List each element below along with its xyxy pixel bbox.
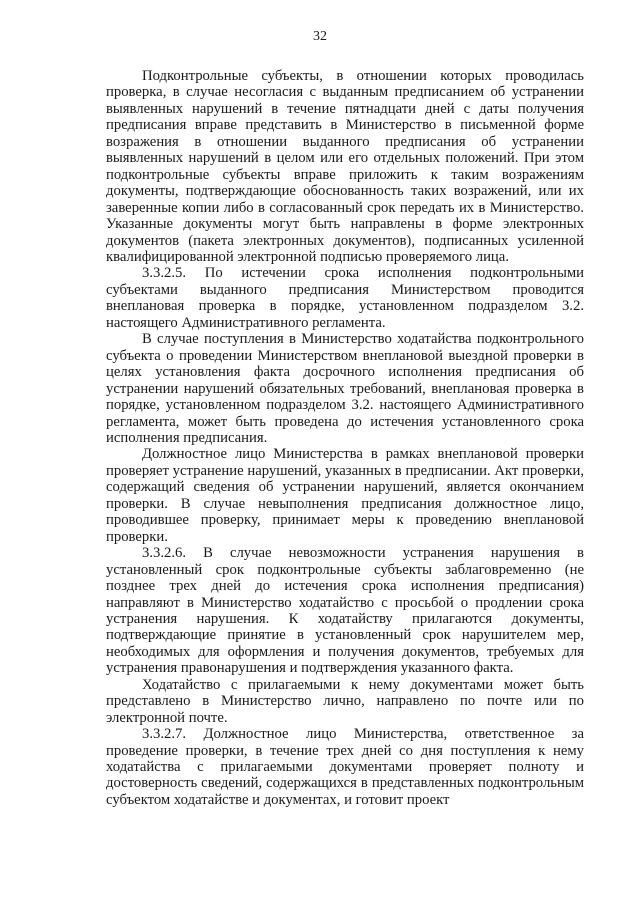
paragraph-submission-methods: Ходатайство с прилагаемыми к нему документами может быть представлено в Министерство лично, направлено по почте или по электронной почте. xyxy=(106,676,584,726)
paragraph-official-checks: Должностное лицо Министерства в рамках внеплановой проверки проверяет устранение нарушений, указанных в предписании. Акт проверки, содержащий сведения об устранении нарушений, является окончанием проверки. В случае невыполнения предписания должностное лицо, проводившее проверку, принимает меры к проведению внеплановой проверки. xyxy=(106,446,584,545)
paragraph-3-3-2-5: 3.3.2.5. По истечении срока исполнения подконтрольными субъектами выданного предписания Министерством проводится внеплановая проверка в порядке, установленном подразделом 3.2. настоящего Административного регламента. xyxy=(106,265,584,331)
paragraph-3-3-2-7: 3.3.2.7. Должностное лицо Министерства, ответственное за проведение проверки, в течение трех дней со дня поступления к нему ходатайства с прилагаемыми документами проверяет полноту и достоверность сведений, содержащихся в представленных подконтрольным субъектом ходатайстве и документах, и готовит проект xyxy=(106,726,584,808)
paragraph-early-compliance: В случае поступления в Министерство ходатайства подконтрольного субъекта о проведении Министерством внеплановой выездной проверки в целях установления факта досрочного исполнения предписания об устранении нарушений обязательных требований, внеплановая проверка в порядке, установленном подразделом 3.2. настоящего Административного регламента, может быть проведена до истечения установленного срока исполнения предписания. xyxy=(106,331,584,446)
document-body xyxy=(106,68,584,808)
paragraph-3-3-2-6: 3.3.2.6. В случае невозможности устранения нарушения в установленный срок подконтрольные субъекты заблаговременно (не позднее трех дней до истечения срока исполнения предписания) направляют в Министерство ходатайство с просьбой о продлении срока устранения нарушения. К ходатайству прилагаются документы, подтверждающие принятие в установленный срок нарушителем мер, необходимых для оформления и получения документов, требуемых для устранения правонарушения и подтверждения указанного факта. xyxy=(106,545,584,677)
page-number: 32 xyxy=(313,29,327,44)
paragraph-objections: Подконтрольные субъекты, в отношении которых проводилась проверка, в случае несогласия с выданным предписанием об устранении выявленных нарушений в течение пятнадцати дней с даты получения предписания вправе представить в Министерство в письменной форме возражения в отношении выданного предписания об устранении выявленных нарушений в целом или его отдельных положений. При этом подконтрольные субъекты вправе приложить к таким возражениям документы, подтверждающие обоснованность таких возражений, или их заверенные копии либо в согласованный срок передать их в Министерство. Указанные документы могут быть направлены в форме электронных документов (пакета электронных документов), подписанных усиленной квалифицированной электронной подписью проверяемого лица. xyxy=(106,68,584,265)
